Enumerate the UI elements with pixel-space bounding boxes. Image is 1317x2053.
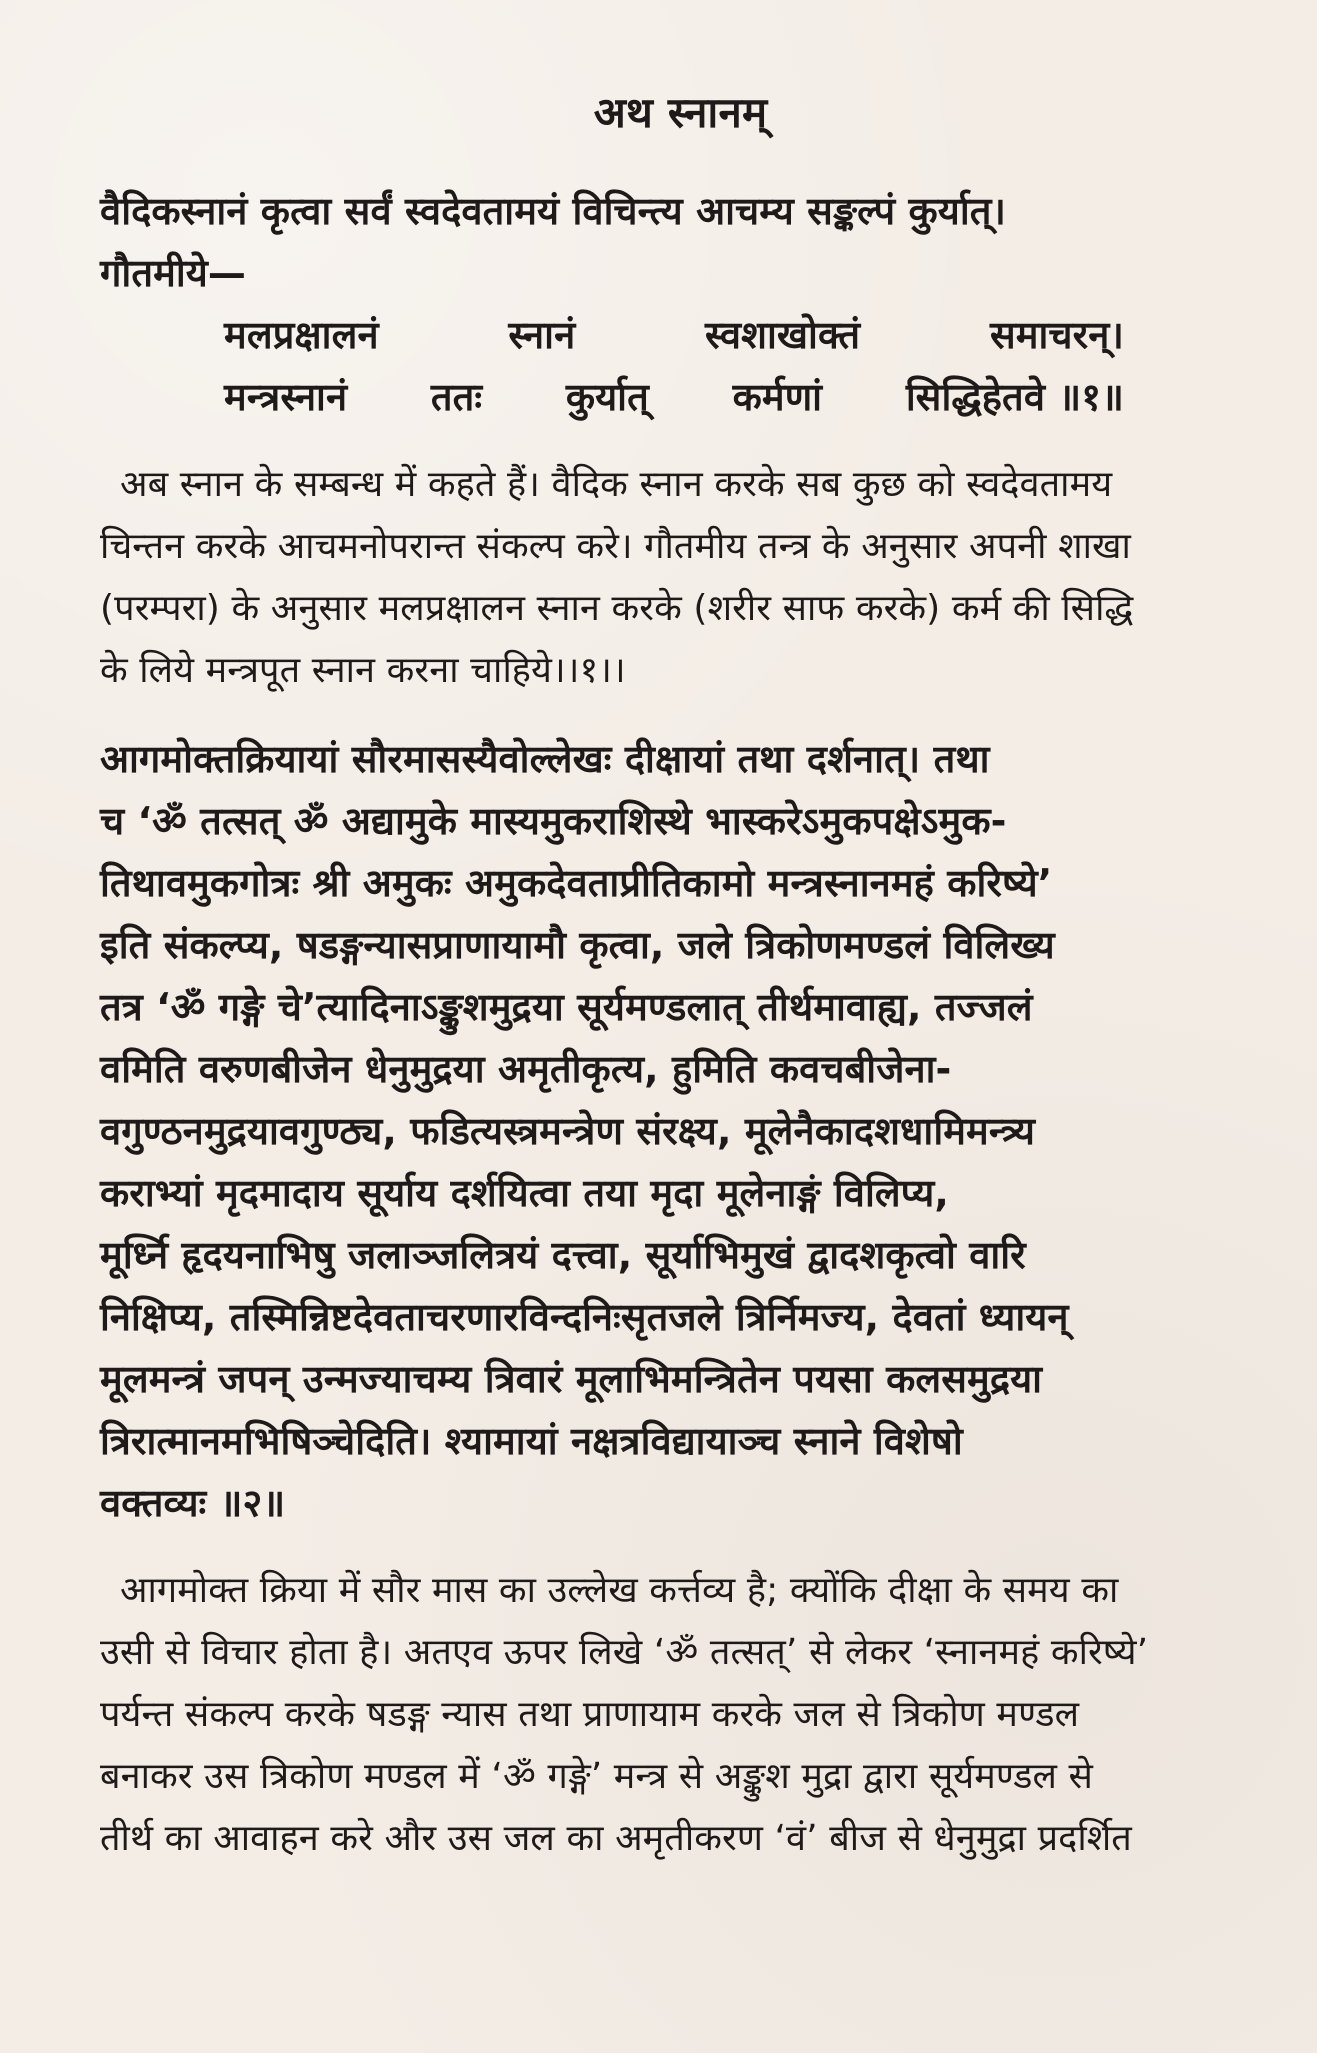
verse-word: स्नानं: [508, 313, 576, 358]
verse-block: [224, 304, 1124, 428]
verse-word: समाचरन्।: [989, 313, 1124, 358]
section-gap: [100, 428, 1261, 454]
verse-word: कुर्यात्: [565, 375, 649, 420]
hindi-line: के लिये मन्त्रपूत स्नान करना चाहिये।।१।।: [100, 650, 626, 692]
sanskrit-line: वक्तव्यः ॥२॥: [100, 1481, 286, 1526]
sanskrit-paragraph-2: [100, 728, 1261, 1534]
hindi-line: बनाकर उस त्रिकोण मण्डल में ‘ॐ गङ्गे’ मन्त्र से अङ्कुश मुद्रा द्वारा सूर्यमण्डल से: [100, 1756, 1093, 1798]
hindi-line: चिन्तन करके आचमनोपरान्त संकल्प करे। गौतमीय तन्त्र के अनुसार अपनी शाखा: [100, 526, 1131, 568]
verse-word: ततः: [430, 375, 483, 420]
verse-line: [224, 304, 1124, 366]
sanskrit-line: वगुण्ठनमुद्रयावगुण्ठ्य, फडित्यस्त्रमन्त्रेण संरक्ष्य, मूलेनैकादशधामिमन्त्र्य: [100, 1109, 1036, 1154]
verse-line: [224, 366, 1124, 428]
verse-word: मलप्रक्षालनं: [224, 313, 379, 358]
sanskrit-line: मूलमन्त्रं जपन् उन्मज्याचम्य त्रिवारं मूलाभिमन्त्रितेन पयसा कलसमुद्रया: [100, 1357, 1043, 1402]
sanskrit-line: वमिति वरुणबीजेन धेनुमुद्रया अमृतीकृत्य, हुमिति कवचबीजेना-: [100, 1047, 952, 1092]
hindi-line: (परम्परा) के अनुसार मलप्रक्षालन स्नान करके (शरीर साफ करके) कर्म की सिद्धि: [100, 588, 1134, 630]
hindi-line: तीर्थ का आवाहन करे और उस जल का अमृतीकरण ‘वं’ बीज से धेनुमुद्रा प्रदर्शित: [100, 1818, 1132, 1860]
sanskrit-line: निक्षिप्य, तस्मिन्निष्टदेवताचरणारविन्दनिःसृतजले त्रिर्निमज्य, देवतां ध्यायन्: [100, 1295, 1069, 1340]
sanskrit-line: तत्र ‘ॐ गङ्गे चे’त्यादिनाऽङ्कुशमुद्रया सूर्यमण्डलात् तीर्थमावाह्य, तज्जलं: [100, 985, 1033, 1030]
sanskrit-intro-line: गौतमीये—: [100, 251, 247, 296]
page-title: अथ स्नानम्: [593, 88, 768, 137]
sanskrit-line: तिथावमुकगोत्रः श्री अमुकः अमुकदेवताप्रीतिकामो मन्त्रस्नानमहं करिष्ये’: [100, 861, 1053, 906]
hindi-paragraph-2: [100, 1560, 1261, 1870]
sanskrit-line: च ‘ॐ तत्सत् ॐ अद्यामुके मास्यमुकराशिस्थे भास्करेऽमुकपक्षेऽमुक-: [100, 799, 1007, 844]
section-gap: [100, 1534, 1261, 1560]
verse-word: स्वशाखोक्तं: [705, 313, 861, 358]
verse-word: सिद्धिहेतवे ॥१॥: [905, 375, 1124, 420]
verse-word: कर्मणां: [732, 375, 823, 420]
hindi-line: पर्यन्त संकल्प करके षडङ्ग न्यास तथा प्राणायाम करके जल से त्रिकोण मण्डल: [100, 1694, 1080, 1736]
verse-word: मन्त्रस्नानं: [224, 375, 348, 420]
sanskrit-line: त्रिरात्मानमभिषिञ्चेदिति। श्यामायां नक्षत्रविद्यायाञ्च स्नाने विशेषो: [100, 1419, 963, 1464]
hindi-line: अब स्नान के सम्बन्ध में कहते हैं। वैदिक स्नान करके सब कुछ को स्वदेवतामय: [120, 464, 1113, 506]
hindi-line: आगमोक्त क्रिया में सौर मास का उल्लेख कर्त्तव्य है; क्योंकि दीक्षा के समय का: [120, 1570, 1119, 1612]
sanskrit-intro-line: वैदिकस्नानं कृत्वा सर्वं स्वदेवतामयं विचिन्त्य आचम्य सङ्कल्पं कुर्यात्।: [100, 189, 1007, 234]
sanskrit-line: इति संकल्प्य, षडङ्गन्यासप्राणायामौ कृत्वा, जले त्रिकोणमण्डलं विलिख्य: [100, 923, 1055, 968]
sanskrit-line: कराभ्यां मृदमादाय सूर्याय दर्शयित्वा तया मृदा मूलेनाङ्गं विलिप्य,: [100, 1171, 949, 1216]
section-gap: [100, 702, 1261, 728]
hindi-line: उसी से विचार होता है। अतएव ऊपर लिखे ‘ॐ तत्सत्’ से लेकर ‘स्नानमहं करिष्ये’: [100, 1632, 1149, 1674]
sanskrit-intro: [100, 180, 1261, 304]
sanskrit-line: आगमोक्तक्रियायां सौरमासस्यैवोल्लेखः दीक्षायां तथा दर्शनात्। तथा: [100, 737, 990, 782]
sanskrit-line: मूर्ध्नि हृदयनाभिषु जलाञ्जलित्रयं दत्त्वा, सूर्याभिमुखं द्वादशकृत्वो वारि: [100, 1233, 1026, 1278]
hindi-paragraph-1: [100, 454, 1261, 702]
